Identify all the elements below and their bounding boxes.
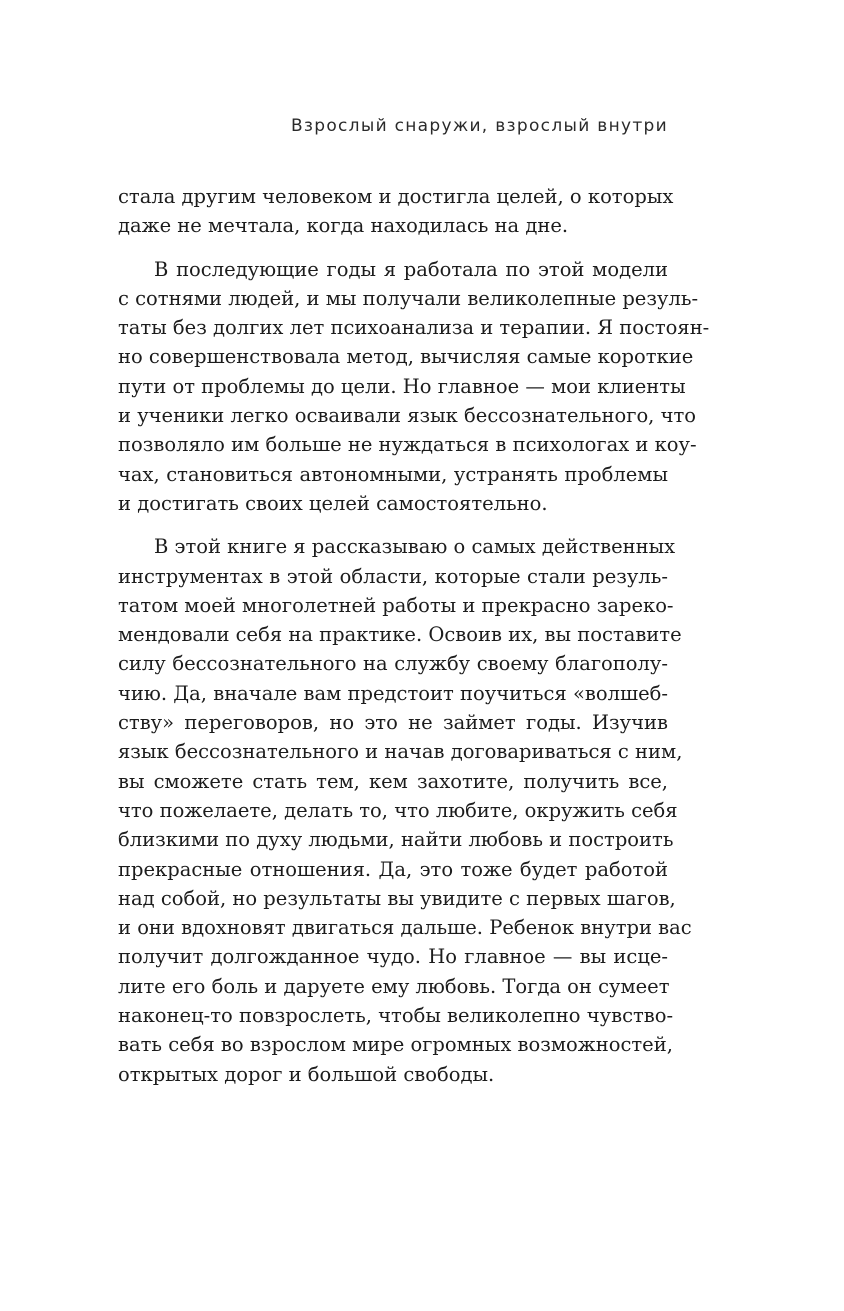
- text-line: близкими по духу людьми, найти любовь и построить: [118, 828, 674, 852]
- text-line: ству» переговоров, но это не займет годы. Изучив: [118, 711, 668, 735]
- text-line: стала другим человеком и достигла целей, о которых: [118, 185, 674, 208]
- paragraph-1: [118, 182, 674, 241]
- text-line: даже не мечтала, когда находилась на дне.: [118, 214, 569, 238]
- paragraph-2: [118, 255, 710, 519]
- text-line: чию. Да, вначале вам предстоит поучиться «волшеб-: [118, 681, 668, 705]
- text-line: лите его боль и даруете ему любовь. Тогда он сумеет: [118, 974, 670, 998]
- running-head: Взрослый снаружи, взрослый внутри: [290, 116, 668, 136]
- text-line: над собой, но результаты вы увидите с первых шагов,: [118, 886, 676, 910]
- text-line: вать себя во взрослом мире огромных возможностей,: [118, 1033, 673, 1057]
- text-line: чах, становиться автономными, устранять проблемы: [118, 462, 668, 486]
- text-line: В этой книге я рассказываю о самых действенных: [154, 535, 676, 559]
- text-line: мендовали себя на практике. Освоив их, вы поставите: [118, 623, 682, 647]
- text-line: но совершенствовала метод, вычисляя самые короткие: [118, 345, 694, 369]
- paragraph-3: [118, 532, 692, 1089]
- text-line: что пожелаете, делать то, что любите, окружить себя: [118, 798, 678, 822]
- text-line: вы сможете стать тем, кем захотите, получить все,: [118, 769, 668, 793]
- text-line: открытых дорог и большой свободы.: [118, 1062, 495, 1086]
- text-line: и ученики легко осваивали язык бессознательного, что: [118, 404, 697, 428]
- text-line: и достигать своих целей самостоятельно.: [118, 491, 548, 515]
- text-line: и они вдохновят двигаться дальше. Ребенок внутри вас: [118, 916, 692, 940]
- text-line: прекрасные отношения. Да, это тоже будет работой: [118, 857, 668, 881]
- text-line: язык бессознательного и начав договариваться с ним,: [118, 740, 683, 764]
- text-line: инструментах в этой области, которые стали резуль-: [118, 564, 668, 588]
- body-text: [118, 182, 710, 1103]
- text-line: пути от проблемы до цели. Но главное — мои клиенты: [118, 374, 686, 398]
- text-line: силу бессознательного на службу своему благополу-: [118, 652, 668, 676]
- text-line: наконец-то повзрослеть, чтобы великолепно чувство-: [118, 1004, 674, 1028]
- text-line: с сотнями людей, и мы получали великолепные резуль-: [118, 286, 699, 310]
- text-line: В последующие годы я работала по этой модели: [154, 257, 668, 281]
- text-line: татом моей многолетней работы и прекрасно зареко-: [118, 593, 674, 617]
- text-line: позволяло им больше не нуждаться в психологах и коу-: [118, 433, 697, 457]
- text-line: таты без долгих лет психоанализа и терапии. Я постоян-: [118, 316, 710, 340]
- text-line: получит долгожданное чудо. Но главное — вы исце-: [118, 945, 668, 969]
